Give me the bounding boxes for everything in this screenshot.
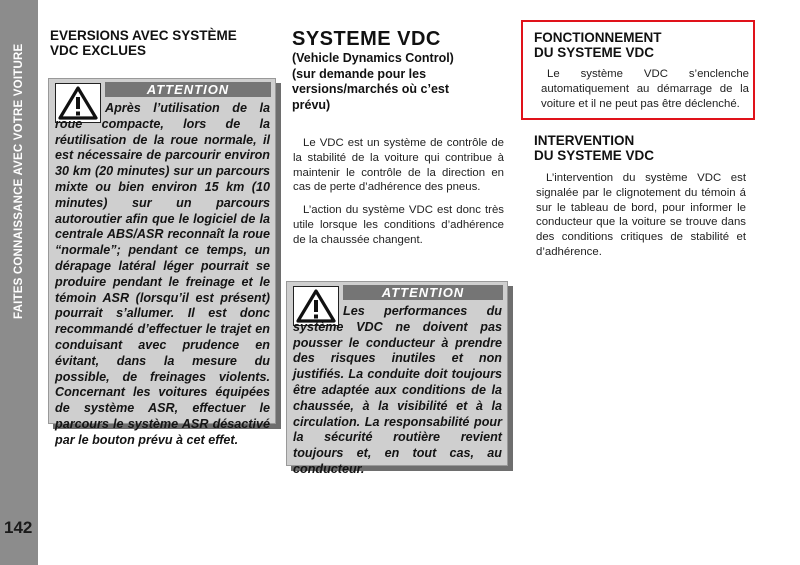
heading-line: EVERSIONS AVEC SYSTÈME — [50, 28, 237, 43]
heading-line: INTERVENTION — [534, 133, 635, 148]
attention-text: Après l’utilisation de la roue compacte, lors de la réutilisation de la roue normale, il est nécessaire de parcourir environ 30 km (20 minutes) sur un parcours mixte ou bien environ 15 km (10 minutes) sur un parcours autoroutier afin que le logiciel de la centrale ABS/ASR reconnaît la roue “normale”; pendant ce temps, un dérapage latéral léger pourrait se produire pendant le freinage et le témoin ASR (lorsqu’il est présent) pourrait s’allumer. Il est donc recommandé d’effectuer le trajet en conduisant avec prudence en évitant, dans la mesure du possible, de freinages violents. Concernant les voitures équipées de système ASR, effectuer le parcours le système ASR désactivé par le bouton prévu à cet effet. — [55, 101, 270, 447]
subtitle-line: versions/marchés où c’est — [292, 82, 450, 96]
attention-text: Les performances du système VDC ne doivent pas pousser le conducteur à prendre des risques inutiles et non justifiés. La conduite doit toujours être adaptée aux conditions de la chaussée, à la visibilité et à la circulation. La responsabilité pour la sécurité routière revient toujours et, en tout cas, au conducteur. — [293, 304, 502, 476]
attention-label: ATTENTION — [105, 82, 271, 97]
vdc-description-paragraph: Le VDC est un système de contrôle de la stabilité de la voiture qui contribue à maintenir le contrôle de la direction en cas de perte d’adhérence des pneus. — [293, 137, 504, 194]
heading-line: VDC EXCLUES — [50, 43, 147, 58]
page-subtitle — [292, 51, 472, 113]
operation-text: Le système VDC s’enclenche automatiquement au démarrage de la voiture et il ne peut pas être déclenché. — [541, 68, 749, 110]
versions-excluded-heading — [50, 28, 280, 58]
attention-box-compact-wheel — [48, 78, 276, 447]
heading-line: DU SYSTEME VDC — [534, 148, 655, 163]
sidebar — [0, 0, 38, 565]
highlighted-section-operation — [521, 20, 755, 120]
attention-box-vdc-performance — [286, 281, 508, 476]
subtitle-line: (Vehicle Dynamics Control) — [292, 51, 454, 65]
attention-label: ATTENTION — [343, 285, 503, 300]
heading-line: DU SYSTEME VDC — [534, 45, 655, 60]
operation-heading — [534, 30, 749, 60]
page-title: SYSTEME VDC — [292, 28, 441, 50]
sidebar-chapter-title: FAITES CONNAISSANCE AVEC VOTRE VOITURE — [13, 43, 25, 320]
subtitle-line: (sur demande pour les — [292, 66, 427, 81]
page-number: 142 — [4, 518, 33, 537]
subtitle-line: prévu) — [292, 97, 331, 112]
intervention-text: L’intervention du système VDC est signalée par le clignotement du témoin á sur le tableau de bord, pour informer le conducteur que la voiture se trouve dans des conditions critiques de stabilité et d’adhérence. — [536, 172, 746, 258]
vdc-usage-paragraph: L’action du système VDC est donc très utile lorsque les conditions d’adhérence de la chaussée changent. — [293, 204, 504, 246]
intervention-heading — [534, 133, 754, 163]
heading-line: FONCTIONNEMENT — [534, 30, 662, 45]
